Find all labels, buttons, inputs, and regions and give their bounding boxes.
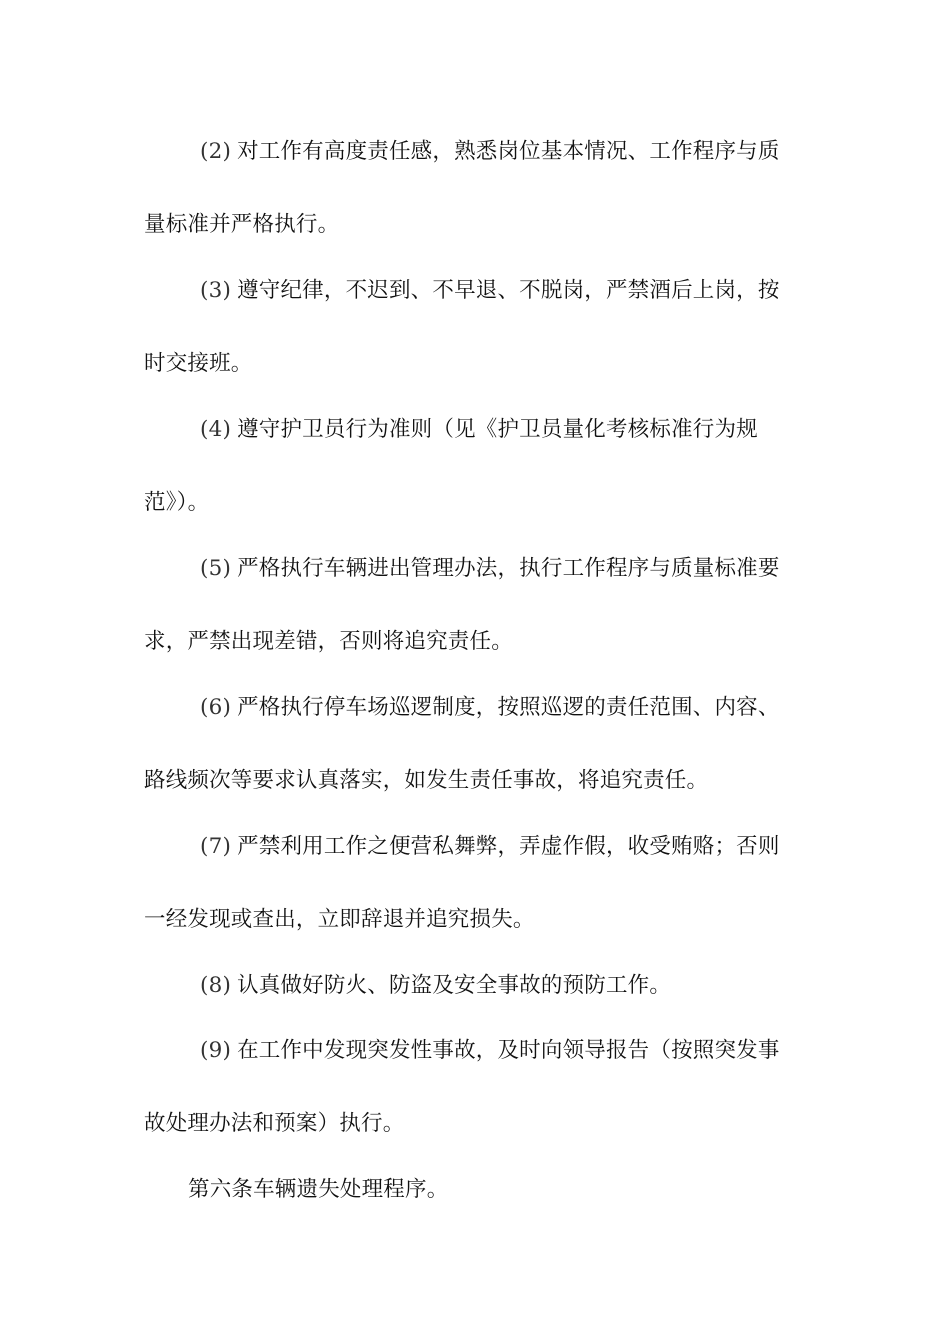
paragraph-6-line-2: 路线频次等要求认真落实，如发生责任事故，将追究责任。 (144, 768, 709, 793)
paragraph-8-line-1 (144, 971, 806, 1001)
paragraph-6-text: 严格执行停车场巡逻制度，按照巡逻的责任范围、内容、 (237, 695, 780, 720)
paragraph-2-number: (2) (200, 139, 232, 164)
paragraph-8-number: (8) (200, 973, 232, 998)
paragraph-7-text: 严禁利用工作之便营私舞弊，弄虚作假，收受贿赂；否则 (237, 834, 780, 859)
paragraph-7-line-2: 一经发现或查出，立即辞退并追究损失。 (144, 907, 535, 932)
paragraph-9-line-1 (144, 1036, 806, 1066)
paragraph-5-line-2: 求，严禁出现差错，否则将追究责任。 (144, 629, 513, 654)
paragraph-3-number: (3) (200, 278, 232, 303)
section-heading-article-6: 第六条车辆遗失处理程序。 (188, 1177, 449, 1202)
paragraph-9-text: 在工作中发现突发性事故，及时向领导报告（按照突发事 (237, 1038, 780, 1063)
paragraph-4-text: 遵守护卫员行为准则（见《护卫员量化考核标准行为规 (237, 417, 758, 442)
paragraph-9-line-2: 故处理办法和预案）执行。 (144, 1111, 405, 1136)
paragraph-9-number: (9) (200, 1038, 232, 1063)
paragraph-2-line-2: 量标准并严格执行。 (144, 212, 340, 237)
paragraph-4-line-1 (144, 415, 806, 445)
paragraph-8-text: 认真做好防火、防盗及安全事故的预防工作。 (237, 973, 672, 998)
paragraph-3-text: 遵守纪律，不迟到、不早退、不脱岗，严禁酒后上岗，按 (237, 278, 780, 303)
paragraph-6-number: (6) (200, 695, 232, 720)
paragraph-5-number: (5) (200, 556, 232, 581)
paragraph-7-line-1 (144, 832, 806, 862)
paragraph-3-line-1 (144, 276, 806, 306)
paragraph-6-line-1 (144, 693, 806, 723)
paragraph-2-line-1 (144, 137, 806, 167)
paragraph-4-number: (4) (200, 417, 232, 442)
paragraph-3-line-2: 时交接班。 (144, 351, 253, 376)
paragraph-5-line-1 (144, 554, 806, 584)
paragraph-5-text: 严格执行车辆进出管理办法，执行工作程序与质量标准要 (237, 556, 780, 581)
paragraph-2-text: 对工作有高度责任感，熟悉岗位基本情况、工作程序与质 (237, 139, 780, 164)
paragraph-4-line-2: 范》）。 (144, 490, 210, 515)
paragraph-7-number: (7) (200, 834, 232, 859)
